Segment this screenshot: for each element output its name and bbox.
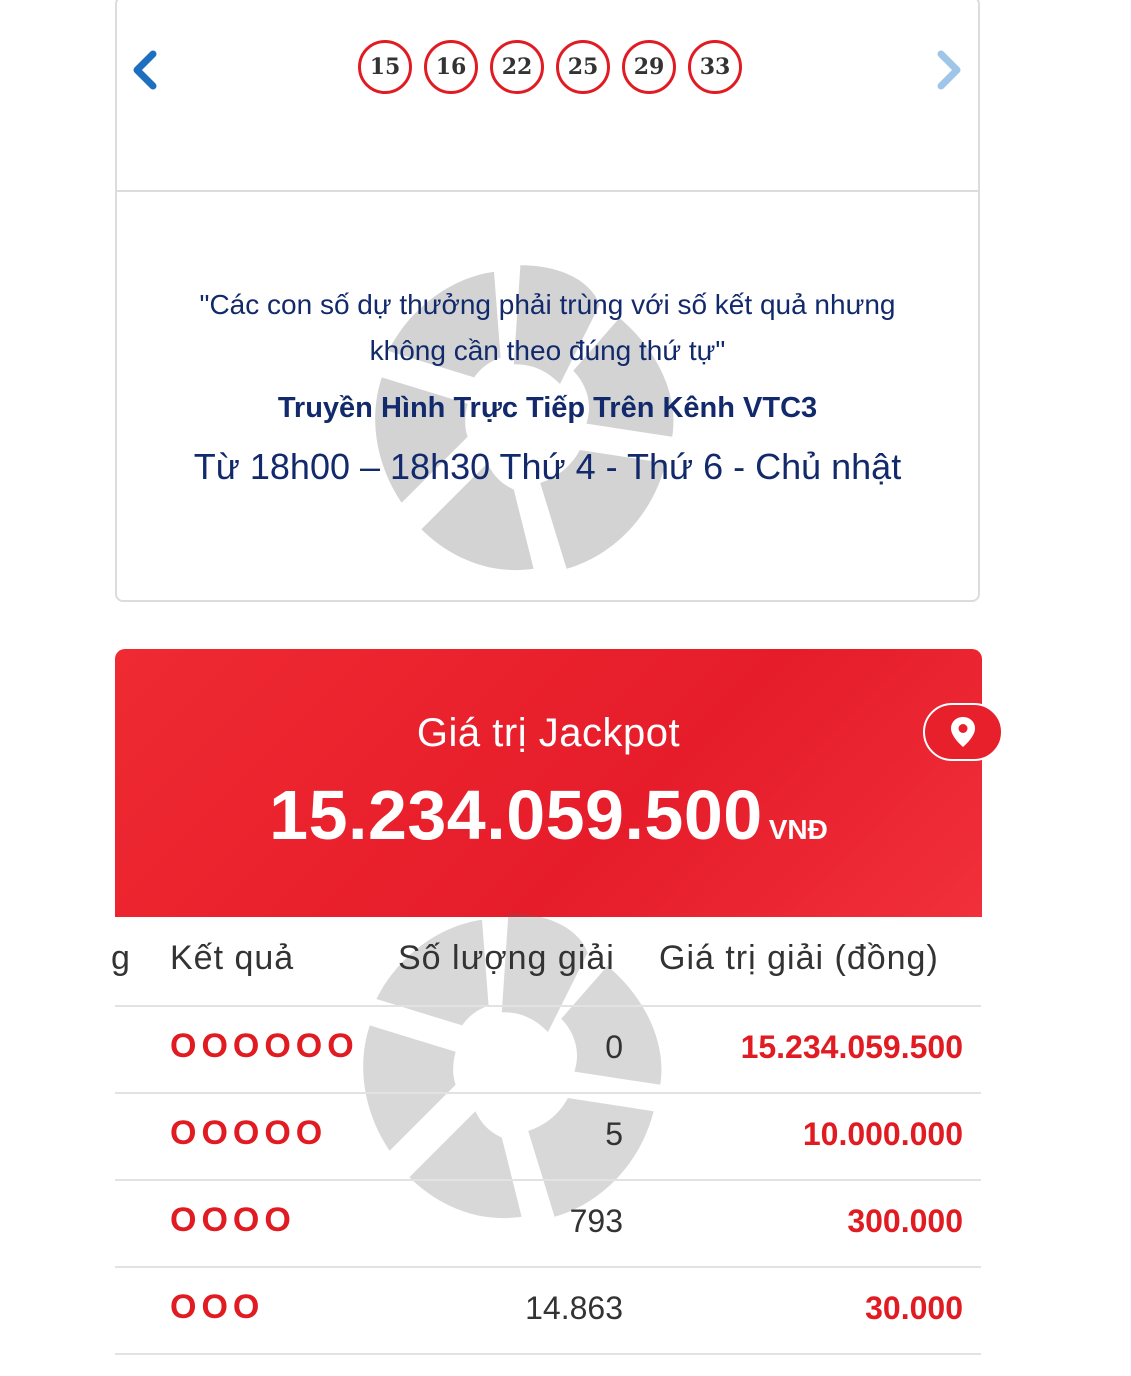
broadcast-schedule: Từ 18h00 – 18h30 Thứ 4 - Thứ 6 - Chủ nhật <box>193 446 902 487</box>
winner-count: 5 <box>605 1116 623 1152</box>
map-pin-icon <box>950 716 976 748</box>
jackpot-label: Giá trị Jackpot <box>416 711 681 755</box>
number-ball: 16 <box>424 40 478 94</box>
table-row <box>115 1181 981 1268</box>
table-row <box>115 1007 981 1094</box>
winner-count: 14.863 <box>525 1290 623 1326</box>
match-dots: OOOO <box>170 1201 296 1239</box>
previous-draw-button[interactable] <box>125 46 165 94</box>
table-header <box>111 917 981 1007</box>
winner-count: 793 <box>569 1203 623 1239</box>
jackpot-banner <box>115 649 982 917</box>
prize-value: 15.234.059.500 <box>740 1029 963 1065</box>
match-dots: OOO <box>170 1288 265 1326</box>
next-draw-button[interactable] <box>929 46 969 94</box>
prize-value: 30.000 <box>865 1290 963 1326</box>
jackpot-value: 15.234.059.500 <box>269 776 763 854</box>
card-divider <box>117 190 978 192</box>
table-row <box>115 1094 981 1181</box>
prize-table <box>111 917 981 1355</box>
jackpot-unit: VNĐ <box>768 814 828 845</box>
number-ball: 33 <box>688 40 742 94</box>
number-ball: 25 <box>556 40 610 94</box>
prize-value: 300.000 <box>847 1203 963 1239</box>
rules-quote: "Các con số dự thưởng phải trùng với số kết quả nhưng không cần theo đúng thứ tự" <box>199 289 896 366</box>
header-result: Kết quả <box>170 939 295 977</box>
location-button[interactable] <box>923 703 1003 761</box>
draw-info <box>117 282 978 490</box>
winning-numbers <box>358 40 742 94</box>
header-value: Giá trị giải (đồng) <box>659 939 939 977</box>
jackpot-amount <box>115 775 982 855</box>
results-card <box>115 0 980 602</box>
number-ball: 22 <box>490 40 544 94</box>
prize-value: 10.000.000 <box>802 1116 963 1152</box>
chevron-right-icon <box>929 46 969 94</box>
chevron-left-icon <box>125 46 165 94</box>
header-partial: g <box>111 939 131 977</box>
number-ball: 15 <box>358 40 412 94</box>
winner-count: 0 <box>605 1029 623 1065</box>
match-dots: OOOOO <box>170 1114 328 1152</box>
number-ball: 29 <box>622 40 676 94</box>
broadcast-channel: Truyền Hình Trực Tiếp Trên Kênh VTC3 <box>277 392 818 424</box>
match-dots: OOOOOO <box>170 1027 359 1065</box>
table-row <box>115 1268 981 1355</box>
header-count: Số lượng giải <box>398 939 615 977</box>
